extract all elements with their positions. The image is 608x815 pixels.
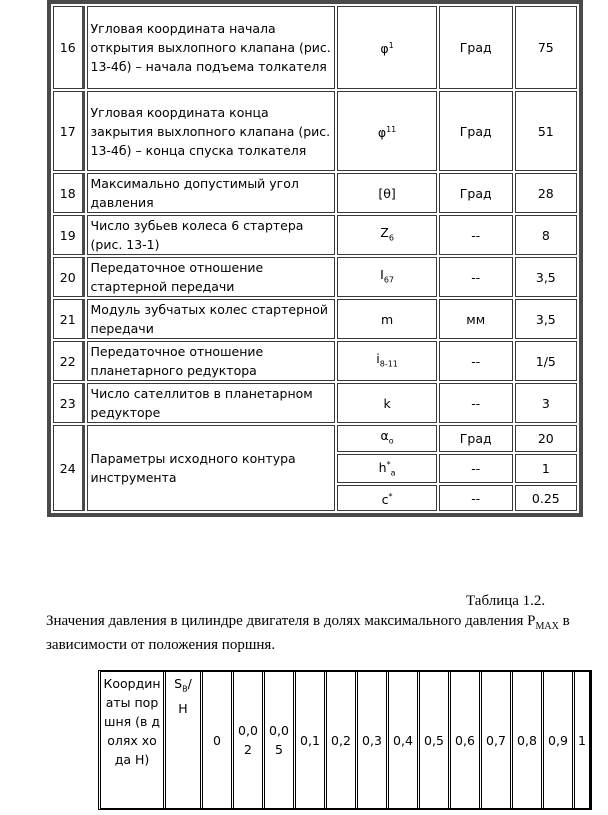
table-row (53, 91, 577, 171)
row-number: 17 (53, 91, 85, 171)
table-row (53, 215, 577, 255)
row-unit: -- (439, 383, 513, 423)
row-unit: Град (439, 425, 513, 452)
row-description: Угловая координата начала открытия выхлопного клапана (рис. 13-4б) – начала подъема толкателя (87, 6, 336, 89)
row-description: Число зубьев колеса 6 стартера (рис. 13-1) (87, 215, 336, 255)
coordinate-cell: 0,2 (327, 672, 358, 808)
row-description: Передаточное отношение планетарного редуктора (87, 341, 336, 381)
table-row (53, 425, 577, 452)
table-row (53, 6, 577, 89)
row-unit: Град (439, 91, 513, 171)
row-description: Передаточное отношение стартерной передачи (87, 257, 336, 297)
row-description: Параметры исходного контура инструмента (87, 425, 336, 511)
row-value: 28 (515, 173, 577, 213)
row-number: 22 (53, 341, 85, 381)
row-unit: Град (439, 6, 513, 89)
parameters-table (47, 0, 583, 517)
row-number: 16 (53, 6, 85, 89)
row-description: Модуль зубчатых колес стартерной передачи (87, 299, 336, 339)
row-symbol: $I_{67}$ (337, 257, 436, 297)
row-number: 24 (53, 425, 85, 511)
row-number: 19 (53, 215, 85, 255)
coordinate-cell: 0,8 (513, 672, 544, 808)
piston-coordinate-header: Координаты поршня (в долях хода Н) (101, 672, 166, 808)
coordinate-cell: 0,6 (451, 672, 482, 808)
row-value: 75 (515, 6, 577, 89)
row-symbol: $\varphi^1$ (337, 6, 436, 89)
row-symbol: [θ] (337, 173, 436, 213)
row-symbol: $h^*_a$ (337, 454, 436, 484)
row-symbol: $i_{8-11}$ (337, 341, 436, 381)
row-description: Угловая координата конца закрытия выхлопного клапана (рис. 13-4б) – конца спуска толкателя (87, 91, 336, 171)
coordinate-cell: 0,1 (296, 672, 327, 808)
row-unit: мм (439, 299, 513, 339)
coordinate-cell: 0,05 (265, 672, 296, 808)
table-row (53, 173, 577, 213)
row-description: Число сателлитов в планетарном редукторе (87, 383, 336, 423)
table-row (53, 341, 577, 381)
coordinate-cell: 0 (203, 672, 234, 808)
row-value: 3,5 (515, 299, 577, 339)
row-symbol: m (337, 299, 436, 339)
row-symbol: c* (337, 485, 436, 511)
coordinate-cell: 0,5 (420, 672, 451, 808)
row-symbol: k (337, 383, 436, 423)
row-unit: -- (439, 341, 513, 381)
row-symbol: $\varphi^{11}$ (337, 91, 436, 171)
row-unit: -- (439, 257, 513, 297)
row-value: 3,5 (515, 257, 577, 297)
row-unit: Град (439, 173, 513, 213)
table-row (53, 383, 577, 423)
row-value: 8 (515, 215, 577, 255)
table-row (53, 299, 577, 339)
row-unit: -- (439, 485, 513, 511)
row-value: 1/5 (515, 341, 577, 381)
row-symbol: $Z_6$ (337, 215, 436, 255)
coordinate-cell: 1 (575, 672, 592, 808)
coordinate-cell: 0,7 (482, 672, 513, 808)
sb-h-header: $S_B/$ H (166, 672, 203, 808)
pressure-table (98, 670, 592, 810)
row-number: 18 (53, 173, 85, 213)
table-row (53, 257, 577, 297)
table-caption: Значения давления в цилиндре двигателя в долях максимального давления $P_{MAX}$ в зависимости от положения поршня. (46, 613, 570, 653)
row-value: 0.25 (515, 485, 577, 511)
row-value: 3 (515, 383, 577, 423)
row-symbol: $\alpha_o$ (337, 425, 436, 452)
row-value: 20 (515, 425, 577, 452)
coordinate-cell: 0,9 (544, 672, 575, 808)
table-number-caption: Таблица 1.2. (466, 593, 546, 609)
row-number: 20 (53, 257, 85, 297)
row-number: 21 (53, 299, 85, 339)
table-row (101, 672, 592, 808)
coordinate-cell: 0,02 (234, 672, 265, 808)
coordinate-cell: 0,3 (358, 672, 389, 808)
row-number: 23 (53, 383, 85, 423)
coordinate-cell: 0,4 (389, 672, 420, 808)
row-description: Максимально допустимый угол давления (87, 173, 336, 213)
row-unit: -- (439, 454, 513, 484)
row-value: 51 (515, 91, 577, 171)
row-value: 1 (515, 454, 577, 484)
row-unit: -- (439, 215, 513, 255)
